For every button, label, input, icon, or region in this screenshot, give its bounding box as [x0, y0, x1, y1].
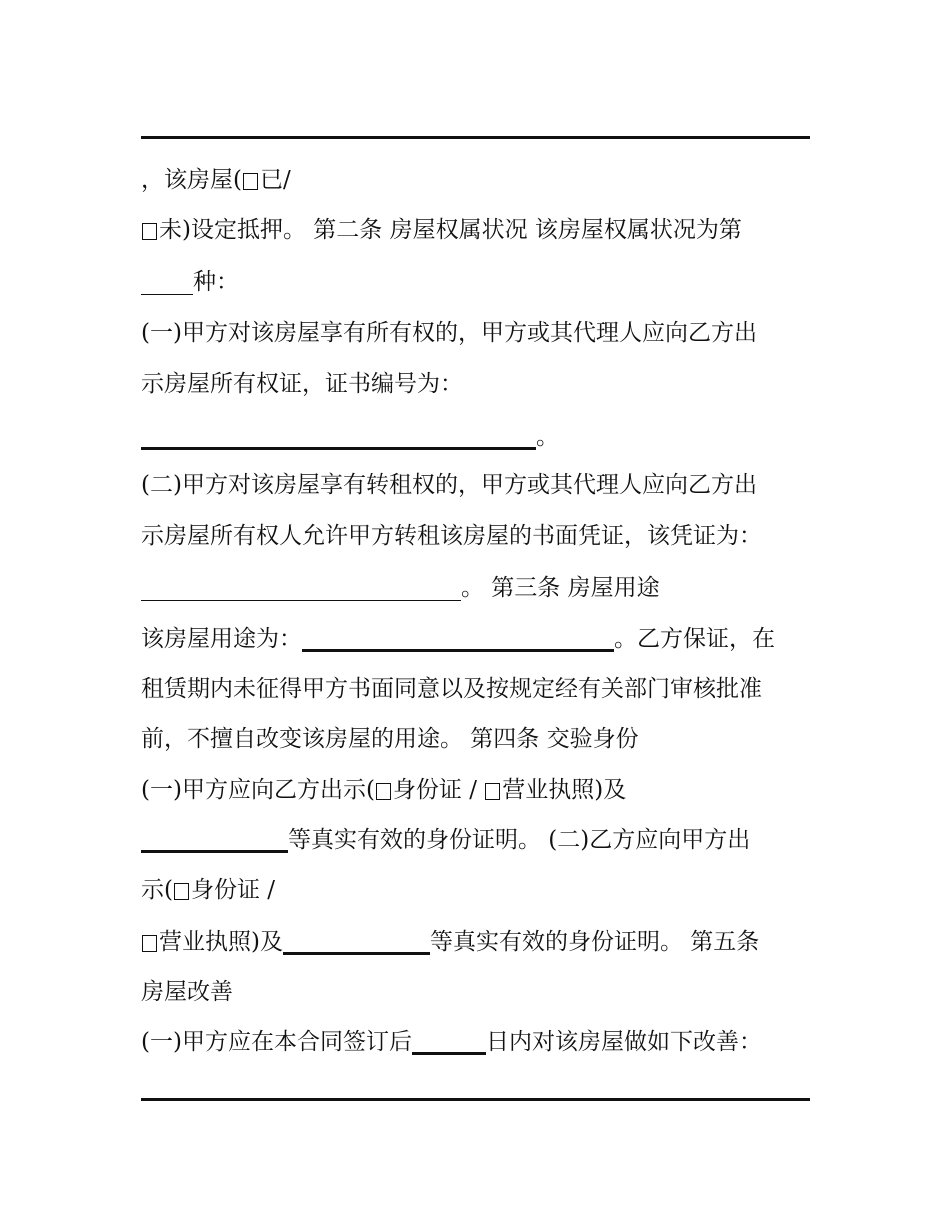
text-line-14	[141, 823, 821, 857]
line-3-text: 种：	[193, 269, 239, 295]
checkbox-not-mortgaged[interactable]	[142, 223, 157, 240]
text-line-16	[141, 925, 821, 959]
lessee-id-document-blank[interactable]	[283, 930, 430, 955]
text-line-9	[141, 571, 821, 605]
text-line-7	[141, 468, 821, 502]
checkbox-lessor-id-card[interactable]	[376, 783, 391, 800]
line-1-option: 已/	[259, 167, 291, 193]
line-16-text-b: 等真实有效的身份证明。 第五条	[429, 929, 760, 955]
line-18-text: (一)甲方应在本合同签订后	[141, 1029, 412, 1055]
checkbox-lessee-id-card[interactable]	[174, 883, 189, 900]
text-line-18	[141, 1025, 821, 1059]
line-15-text: 示(	[141, 877, 173, 903]
text-line-8	[141, 519, 821, 553]
line-17-text: 房屋改善	[141, 979, 233, 1005]
text-line-17	[141, 975, 821, 1009]
line-11-text: 租赁期内未征得甲方书面同意以及按规定经有关部门审核批准	[141, 676, 762, 702]
text-line-6	[141, 420, 821, 454]
line-18-text-b: 日内对该房屋做如下改善：	[485, 1029, 762, 1055]
text-line-13	[141, 773, 821, 807]
text-line-2	[141, 213, 821, 247]
improvement-days-blank[interactable]	[412, 1030, 486, 1055]
line-7-text: (二)甲方对该房屋享有转租权的，甲方或其代理人应向乙方出	[141, 472, 757, 498]
line-8-text: 示房屋所有权人允许甲方转租该房屋的书面凭证，该凭证为：	[141, 523, 762, 549]
text-line-4	[141, 316, 821, 350]
certificate-number-blank[interactable]	[141, 425, 536, 450]
line-13-option-a: 身份证 /	[392, 777, 485, 803]
line-15-option: 身份证 /	[190, 877, 276, 903]
checkbox-mortgaged[interactable]	[243, 173, 258, 190]
text-line-12	[141, 722, 821, 756]
property-use-blank[interactable]	[302, 627, 614, 652]
top-blank-rule	[141, 136, 810, 139]
line-9-text: 。 第三条 房屋用途	[461, 575, 660, 601]
ownership-type-blank[interactable]	[141, 272, 193, 295]
line-10-text: 该房屋用途为：	[141, 626, 302, 652]
text-line-11	[141, 672, 821, 706]
line-13-text: (一)甲方应向乙方出示(	[141, 777, 375, 803]
improvement-details-blank-rule[interactable]	[141, 1098, 810, 1101]
text-line-10	[141, 622, 821, 656]
line-16-text: 营业执照)及	[159, 929, 283, 955]
line-13-option-b: 营业执照)及	[502, 777, 627, 803]
line-4-text: (一)甲方对该房屋享有所有权的，甲方或其代理人应向乙方出	[141, 320, 757, 346]
text-line-5	[141, 367, 821, 401]
sublease-certificate-blank[interactable]	[141, 578, 461, 601]
line-14-text: 等真实有效的身份证明。 (二)乙方应向甲方出	[288, 827, 751, 853]
text-line-3	[141, 265, 821, 299]
line-6-text: 。	[536, 424, 559, 450]
text-line-1	[141, 163, 821, 197]
line-12-text: 前，不擅自改变该房屋的用途。 第四条 交验身份	[141, 726, 639, 752]
line-1-text: ，该房屋(	[141, 167, 242, 193]
lessor-id-document-blank[interactable]	[141, 828, 288, 853]
checkbox-lessee-business-license[interactable]	[142, 935, 157, 952]
line-2-text: 未)设定抵押。 第二条 房屋权属状况 该房屋权属状况为第	[159, 217, 742, 243]
checkbox-lessor-business-license[interactable]	[485, 783, 500, 800]
line-10-text-b: 。乙方保证，在	[614, 626, 775, 652]
line-5-text: 示房屋所有权证，证书编号为：	[141, 371, 463, 397]
text-line-15	[141, 873, 821, 907]
